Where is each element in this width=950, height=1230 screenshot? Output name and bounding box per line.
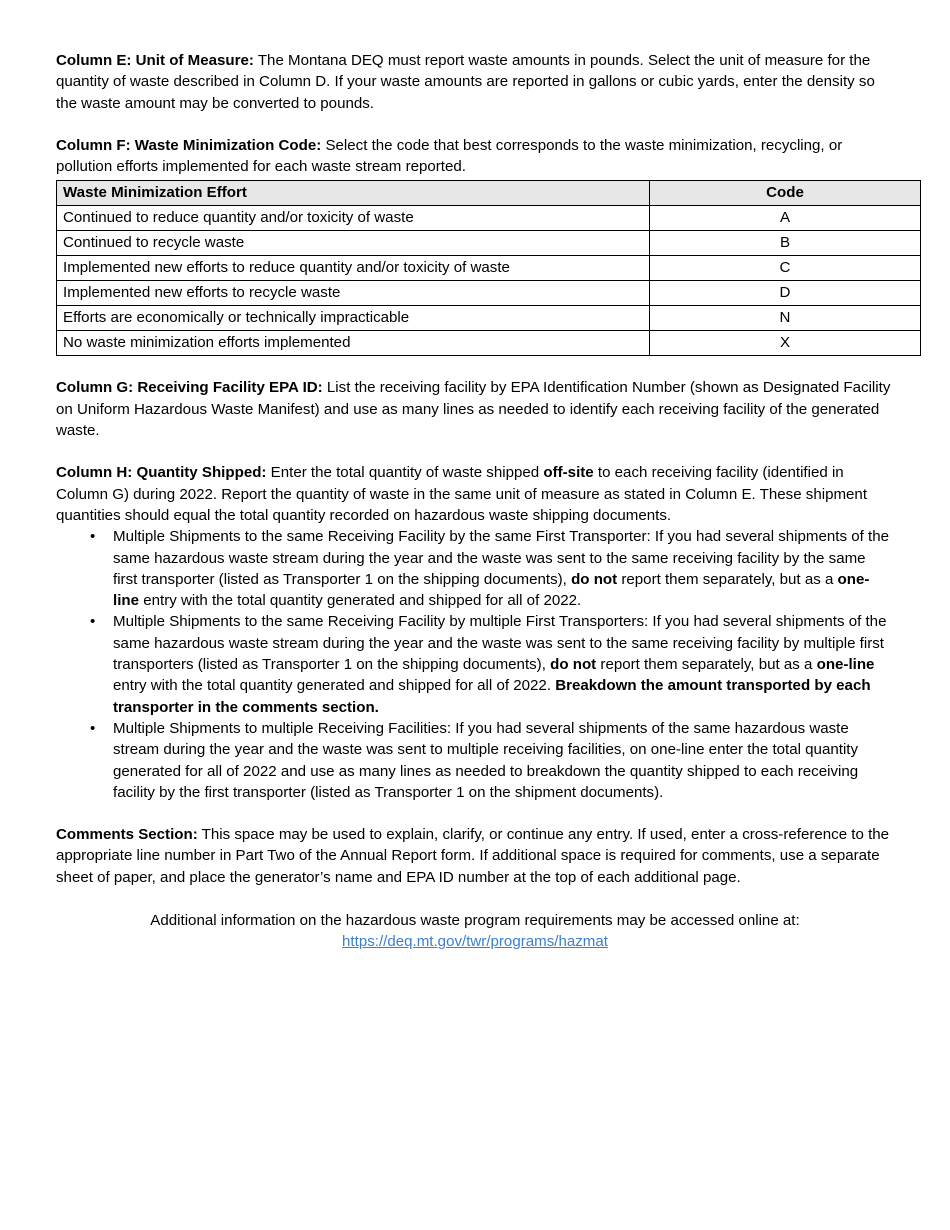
paragraph-column-h xyxy=(56,462,894,526)
column-e-body: The Montana DEQ must report waste amounts in pounds. Select the unit of measure for the quantity of waste described in Column D. If your waste amounts are reported in gallons or cubic yards, enter the density so the waste amount may be converted to pounds. xyxy=(56,52,875,112)
table-row xyxy=(57,256,921,281)
hazmat-program-link[interactable]: https://deq.mt.gov/twr/programs/hazmat xyxy=(342,933,608,951)
column-g-label: Column G: Receiving Facility EPA ID: xyxy=(56,379,323,397)
table-header-row xyxy=(57,181,921,206)
cell-effort: Continued to recycle waste xyxy=(57,231,650,256)
bullet-2-seg-2: report them separately, but as a xyxy=(596,656,817,674)
bullet-icon: • xyxy=(90,613,96,631)
bullet-2-seg-1: Multiple Shipments to the same Receiving Facility by multiple First Transporters: If you had several shipments of the same hazardous waste stream during the year and the waste was sent to the same receiving facility by multiple first transporters (listed as Transporter 1 on the shipping documents), xyxy=(113,613,887,674)
bullet-1-seg-1: Multiple Shipments to the same Receiving Facility by the same First Transporter: If you had several shipments of the same hazardous waste stream during the year and the waste was sent to the same receiving facility by the same first transporter (listed as Transporter 1 on the shipping documents), xyxy=(113,528,889,588)
bullet-2-bold-3: Breakdown the amount transported by each transporter in the comments section. xyxy=(113,677,871,716)
column-h-label: Column H: Quantity Shipped: xyxy=(56,464,267,482)
column-g-body: List the receiving facility by EPA Identification Number (shown as Designated Facility on Uniform Hazardous Waste Manifest) and use as many lines as needed to identify each receiving facility of the generated waste. xyxy=(56,379,891,440)
column-f-label: Column F: Waste Minimization Code: xyxy=(56,136,322,154)
table-row xyxy=(57,331,921,356)
table-row xyxy=(57,231,921,256)
bullet-2-seg-3: entry with the total quantity generated and shipped for all of 2022. xyxy=(113,677,556,695)
list-item xyxy=(56,526,894,611)
table-row xyxy=(57,206,921,231)
cell-code: D xyxy=(650,281,921,306)
cell-effort: Efforts are economically or technically impracticable xyxy=(57,306,650,331)
table-row xyxy=(57,306,921,331)
column-e-label: Column E: Unit of Measure: xyxy=(56,52,254,69)
column-h-bold-offsite: off-site xyxy=(543,464,594,482)
comments-section-label: Comments Section: xyxy=(56,826,198,844)
cell-code: B xyxy=(650,231,921,256)
shipment-guidance-list xyxy=(56,526,894,803)
paragraph-column-e xyxy=(56,50,894,114)
paragraph-comments-section xyxy=(56,824,894,888)
bullet-1-seg-2: report them separately, but as a xyxy=(617,570,838,588)
paragraph-column-f xyxy=(56,135,894,178)
column-h-body-2: to each receiving facility (identified in Column G) during 2022. Report the quantity of waste in the same unit of measure as stated in Column E. These shipment quantities should equal the total quantity recorded on hazardous waste shipping documents. xyxy=(56,464,868,524)
column-f-body: Select the code that best corresponds to the waste minimization, recycling, or pollution efforts implemented for each waste stream reported. xyxy=(56,136,843,176)
table-header-effort: Waste Minimization Effort xyxy=(57,181,650,206)
footer-link-wrapper xyxy=(56,931,894,952)
bullet-1-bold-2: one-line xyxy=(113,570,870,610)
footer-block xyxy=(56,910,894,953)
comments-section-body: This space may be used to explain, clarify, or continue any entry. If used, enter a cross-reference to the appropriate line number in Part Two of the Annual Report form. If additional space is required for comments, use a separate sheet of paper, and place the generator’s name and EPA ID number at the top of each additional page. xyxy=(56,826,890,886)
column-h-body-1: Enter the total quantity of waste shipped xyxy=(266,464,544,482)
waste-minimization-table xyxy=(56,180,921,356)
footer-line-1: Additional information on the hazardous waste program requirements may be accessed online at: xyxy=(150,912,800,930)
bullet-icon: • xyxy=(90,719,96,737)
cell-effort: Implemented new efforts to recycle waste xyxy=(57,281,650,306)
cell-effort: Implemented new efforts to reduce quantity and/or toxicity of waste xyxy=(57,256,650,281)
list-item xyxy=(56,611,894,717)
cell-code: X xyxy=(650,331,921,356)
cell-code: C xyxy=(650,256,921,281)
cell-code: N xyxy=(650,306,921,331)
bullet-1-seg-3: entry with the total quantity generated and shipped for all of 2022. xyxy=(139,592,582,610)
bullet-1-bold-1: do not xyxy=(571,570,618,588)
cell-effort: No waste minimization efforts implemented xyxy=(57,331,650,356)
list-item xyxy=(56,718,894,803)
table-row xyxy=(57,281,921,306)
paragraph-column-g xyxy=(56,377,894,441)
bullet-3-seg-1: Multiple Shipments to multiple Receiving Facilities: If you had several shipments of the same hazardous waste stream during the year and the waste was sent to multiple receiving facilities, on one-line enter the total quantity generated for all of 2022 and use as many lines as needed to breakdown the quantity shipped to each receiving facility by the first transporter (listed as Transporter 1 on the shipment documents). xyxy=(113,719,859,801)
table-header-code: Code xyxy=(650,181,921,206)
bullet-2-bold-2: one-line xyxy=(816,656,875,674)
bullet-icon: • xyxy=(90,528,96,546)
cell-code: A xyxy=(650,206,921,231)
cell-effort: Continued to reduce quantity and/or toxicity of waste xyxy=(57,206,650,231)
bullet-2-bold-1: do not xyxy=(550,656,597,674)
